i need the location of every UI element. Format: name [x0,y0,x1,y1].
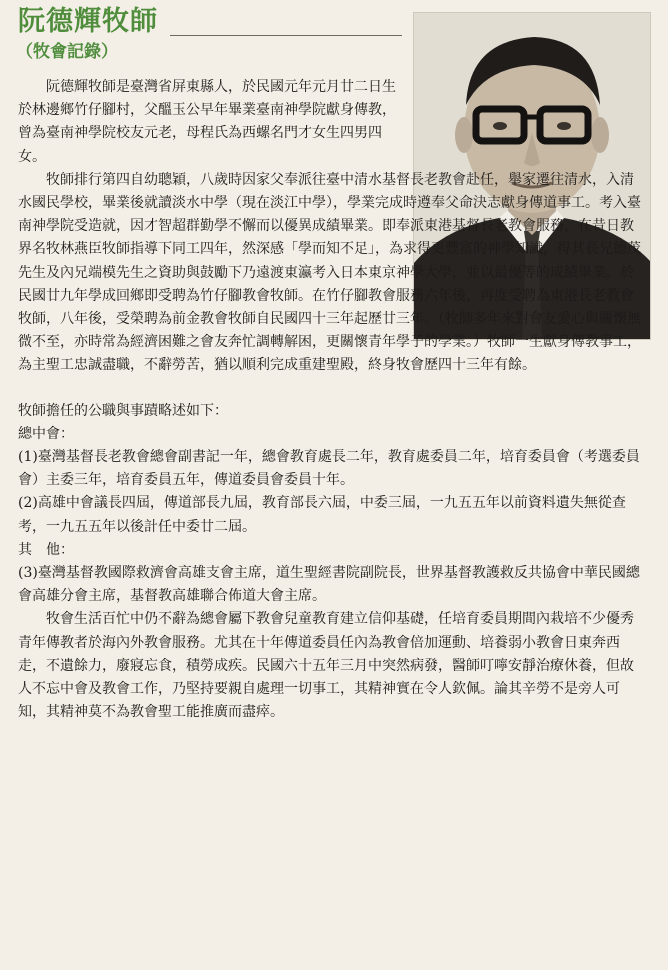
duties-group-heading: 其 他： [18,541,74,558]
duties-item: (1)臺灣基督長老教會總會副書記一年，總會教育處長二年，教育處委員二年，培育委員會（考選委員會）主委三年，培育委員五年，傳道委員會委員十年。 [18,449,640,489]
bio-paragraph-1: 阮德輝牧師是臺灣省屏東縣人，於民國元年元月廿二日生於林邊鄉竹仔腳村，父醞玉公早年畢業臺南神學院獻身傳教，曾為臺南神學院校友元老，母程氏為西螺名門才女生四男四女。 [18,79,396,165]
article-body [18,76,646,724]
title-divider [170,35,402,36]
closing-paragraph: 牧會生活百忙中仍不辭為總會屬下教會兒童教育建立信仰基礎，任培育委員期間內栽培不少優秀青年傳教者於海內外教會服務。尤其在十年傳道委員任內為教會倍加運動、培養弱小教會日東奔西走，不遺餘力，廢寢忘食，積勞成疾。民國六十五年三月中突然病發，醫師叮嚀安靜治療休養，但故人不忘中會及教會工作，乃堅持要親自處理一切事工，其精神實在令人欽佩。論其辛勞不是旁人可知，其精神莫不為教會聖工能推廣而盡瘁。 [18,611,634,721]
duties-intro: 牧師擔任的公職與事蹟略述如下： [18,402,228,419]
spacer [18,378,646,400]
page-title: 阮德輝牧師 [18,6,158,37]
bio-paragraph-2: 牧師排行第四自幼聰穎，八歲時因家父奉派往臺中清水基督長老教會赴任，舉家遷往清水，入清水國民學校，畢業後就讀淡水中學（現在淡江中學），學業完成時遵奉父命決志獻身傳道事工。考入臺南神學院受造就，因才智超群勤學不懈而以優異成績畢業。即奉派東港基督長老教會服務，在昔日教界名牧林燕臣牧師指導下同工四年，然深感「學而知不足」，為求得更豐富的神學知識，得其長兄德茂先生及內兄端模先生之資助與鼓勵下乃遠渡東瀛考入日本東京神學大學，並以最優等的成績畢業。於民國廿九年學成回鄉即受聘為竹仔腳教會牧師。在竹仔腳教會服務六年後，再度受聘為東港長老教會牧師，八年後，受榮聘為前金教會牧師自民國四十三年起歷廿三年。（牧師多年來對會友愛心與關懷無微不至，亦時常為經濟困難之會友奔忙調轉解困，更關懷青年學子的學業。）牧師一生獻身傳教事工，為主聖工忠誠盡職，不辭勞苦，猶以順利完成重建聖殿，終身牧會歷四十三年有餘。 [18,171,641,374]
page-subtitle: （牧會記錄） [16,42,118,62]
duties-group-heading: 總中會： [18,425,74,442]
duties-item: (2)高雄中會議長四屆，傳道部長九屆，教育部長六屆，中委三屆，一九五五年以前資料遺失無從查考，一九五五年以後計任中委廿二屆。 [18,495,626,535]
duties-item: (3)臺灣基督教國際救濟會高雄支會主席，道生聖經書院副院長，世界基督教護救反共協會中華民國總會高雄分會主席，基督教高雄聯合佈道大會主席。 [18,565,640,605]
